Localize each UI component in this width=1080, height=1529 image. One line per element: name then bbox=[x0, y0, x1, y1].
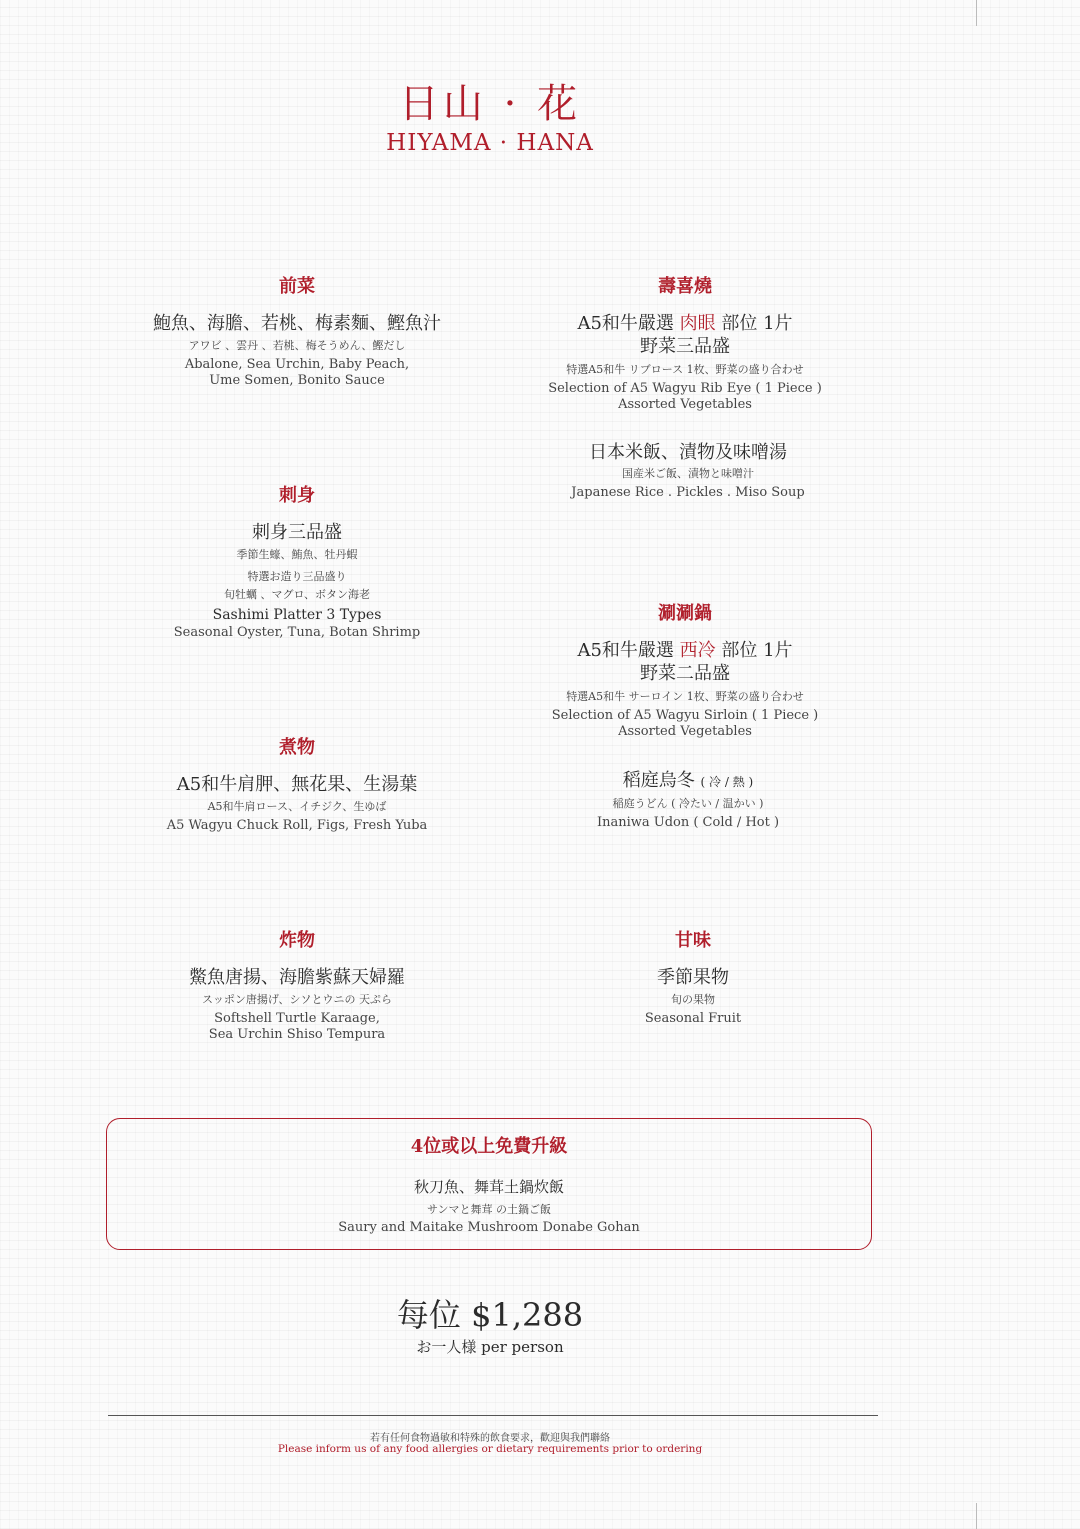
dish-name-jp: A5和牛肩ロース、イチジク、生ゆば bbox=[207, 800, 387, 813]
section-sukiyaki bbox=[535, 272, 835, 413]
dish-name-en: Assorted Vegetables bbox=[618, 397, 752, 412]
price-label: 每位 $1,288 bbox=[396, 1296, 584, 1334]
dish-name-zh: 鱉魚唐揚、海膽紫蘇天婦羅 bbox=[189, 967, 405, 988]
dish-name-jp: 旬の果物 bbox=[671, 993, 715, 1006]
dish-name-zh: A5和牛嚴選 西冷 部位 1片 bbox=[577, 640, 793, 661]
upgrade-content bbox=[106, 1132, 872, 1236]
section-shabu-shabu bbox=[535, 599, 835, 740]
dish-name-en: Sea Urchin Shiso Tempura bbox=[208, 1027, 386, 1042]
dish-name-zh-2: 野菜三品盛 bbox=[640, 336, 730, 357]
dish-udon bbox=[538, 769, 838, 831]
section-heading: 甘味 bbox=[675, 930, 711, 951]
dish-name-jp: 特選A5和牛 リブロース 1枚、野菜の盛り合わせ bbox=[566, 363, 804, 376]
dish-title-en: Sashimi Platter 3 Types bbox=[212, 607, 382, 623]
section-heading: 壽喜燒 bbox=[658, 276, 712, 297]
section-heading: 刺身 bbox=[279, 485, 315, 506]
dish-name-en: Ume Somen, Bonito Sauce bbox=[209, 373, 385, 388]
dish-name-jp: 特選A5和牛 サーロイン 1枚、野菜の盛り合わせ bbox=[566, 690, 804, 703]
section-heading: 涮涮鍋 bbox=[658, 603, 712, 624]
cut-highlight: 西冷 bbox=[679, 640, 716, 661]
dish-name-zh: 稻庭烏冬 ( 冷 / 熱 ) bbox=[622, 770, 754, 791]
dish-name-en: Assorted Vegetables bbox=[618, 724, 752, 739]
dish-name-en: A5 Wagyu Chuck Roll, Figs, Fresh Yuba bbox=[166, 818, 428, 833]
upgrade-dish-en: Saury and Maitake Mushroom Donabe Gohan bbox=[338, 1220, 640, 1235]
section-appetizer bbox=[147, 272, 447, 389]
upgrade-heading: 4位或以上免費升級 bbox=[410, 1136, 568, 1157]
section-simmered bbox=[147, 733, 447, 834]
upgrade-dish-jp: サンマと舞茸 の土鍋ご飯 bbox=[427, 1203, 551, 1216]
dish-temp-option: ( 冷 / 熱 ) bbox=[700, 775, 754, 789]
dish-rice-set bbox=[538, 441, 838, 501]
allergy-notice-zh: 若有任何食物過敏和特殊的飲食要求，歡迎與我們聯絡 bbox=[370, 1433, 610, 1444]
dish-name-en: Inaniwa Udon ( Cold / Hot ) bbox=[596, 815, 780, 830]
section-heading: 炸物 bbox=[279, 930, 315, 951]
dish-name-jp: アワビ 、雲丹 、若桃、梅そうめん、鰹だし bbox=[188, 339, 406, 352]
dish-name-zh-2: 野菜二品盛 bbox=[640, 663, 730, 684]
allergy-notice-en: Please inform us of any food allergies or dietary requirements prior to ordering bbox=[277, 1443, 703, 1455]
bottom-right-guide-line bbox=[976, 1503, 977, 1529]
section-heading: 前菜 bbox=[279, 276, 315, 297]
dish-name-en: Seasonal Fruit bbox=[644, 1011, 742, 1026]
menu-title-zh: 日山 · 花 bbox=[398, 81, 582, 127]
dish-name-jp: 国産米ご飯、漬物と味噌汁 bbox=[622, 467, 754, 480]
dish-name-jp: 稲庭うどん ( 冷たい / 温かい ) bbox=[612, 797, 764, 810]
upgrade-dish-zh: 秋刀魚、舞茸土鍋炊飯 bbox=[413, 1178, 564, 1196]
dish-name-jp: 旬牡蠣 、マグロ、ボタン海老 bbox=[223, 588, 371, 601]
section-heading: 煮物 bbox=[279, 737, 315, 758]
top-right-guide-line bbox=[976, 0, 977, 26]
section-sashimi bbox=[147, 481, 447, 641]
dish-name-en: Seasonal Oyster, Tuna, Botan Shrimp bbox=[173, 625, 421, 640]
cut-highlight: 肉眼 bbox=[679, 313, 716, 334]
dish-name-zh: 日本米飯、漬物及味噌湯 bbox=[589, 442, 787, 463]
dish-name-zh: 季節果物 bbox=[657, 967, 729, 988]
dish-name-zh: A5和牛嚴選 肉眼 部位 1片 bbox=[577, 313, 793, 334]
dish-name-zh: 鮑魚、海膽、若桃、梅素麵、鰹魚汁 bbox=[153, 313, 441, 334]
section-dessert bbox=[543, 926, 843, 1027]
dish-name-jp: スッポン唐揚げ、シソとウニの 天ぷら bbox=[202, 993, 392, 1006]
footer-divider bbox=[108, 1415, 878, 1416]
dish-name-en: Selection of A5 Wagyu Sirloin ( 1 Piece ) bbox=[551, 708, 819, 723]
section-fried bbox=[147, 926, 447, 1043]
dish-name-en: Abalone, Sea Urchin, Baby Peach, bbox=[184, 357, 410, 372]
dish-name-en: Japanese Rice . Pickles . Miso Soup bbox=[571, 485, 805, 500]
dish-name-zh: 刺身三品盛 bbox=[252, 522, 342, 543]
dish-name-jp: 特選お造り三品盛り bbox=[247, 570, 347, 583]
menu-title-en: HIYAMA · HANA bbox=[386, 130, 594, 156]
dish-name-jp: 季節生蠔、鮪魚、牡丹蝦 bbox=[236, 548, 358, 561]
price-sub-label: お一人様 per person bbox=[416, 1338, 564, 1356]
dish-name-en: Softshell Turtle Karaage, bbox=[214, 1011, 380, 1026]
dish-name-zh: A5和牛肩胛、無花果、生湯葉 bbox=[176, 774, 418, 795]
dish-name-en: Selection of A5 Wagyu Rib Eye ( 1 Piece ) bbox=[548, 381, 822, 396]
